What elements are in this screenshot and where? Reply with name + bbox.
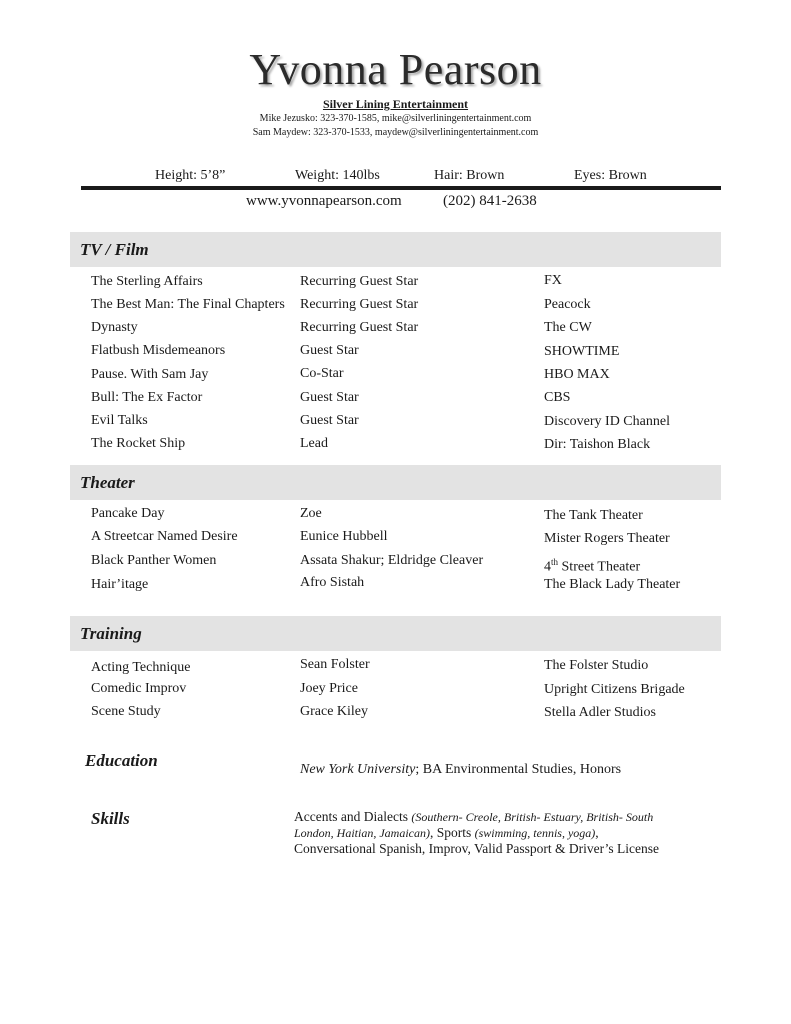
credit-role: Co-Star <box>300 366 344 381</box>
credit-role: Assata Shakur; Eldridge Cleaver <box>300 553 484 568</box>
credit-title: A Streetcar Named Desire <box>91 529 238 544</box>
education-school: New York University <box>300 762 416 777</box>
tv-film-section-band <box>70 232 721 267</box>
credit-network: SHOWTIME <box>544 344 620 359</box>
skill-other: , Conversational Spanish, Improv, Valid Passport & Driver’s License <box>294 825 659 856</box>
credit-network: FX <box>544 273 562 288</box>
agent-contact-2: Sam Maydew: 323-370-1533, maydew@silverliningentertainment.com <box>252 127 539 138</box>
actor-name: Yvonna Pearson <box>249 45 542 94</box>
website-link[interactable]: www.yvonnapearson.com <box>246 193 402 209</box>
skill-accents-label: Accents and Dialects <box>294 809 412 824</box>
credit-title: Black Panther Women <box>91 553 217 568</box>
training-section-title: Training <box>80 624 142 643</box>
education-section-title: Education <box>85 751 158 770</box>
credit-network: HBO MAX <box>544 367 610 382</box>
training-studio: The Folster Studio <box>544 658 649 673</box>
phone-number: (202) 841-2638 <box>443 193 537 209</box>
credit-role: Recurring Guest Star <box>300 297 419 312</box>
tv-film-section-title: TV / Film <box>80 240 149 259</box>
venue-ordinal-suffix: th <box>551 557 559 567</box>
education-degree: ; BA Environmental Studies, Honors <box>415 762 622 777</box>
stat-weight: Weight: 140lbs <box>295 168 380 183</box>
credit-role: Recurring Guest Star <box>300 320 419 335</box>
venue-name: Street Theater <box>558 559 641 575</box>
training-studio: Upright Citizens Brigade <box>544 682 685 697</box>
training-subject: Scene Study <box>91 704 161 719</box>
training-studio: Stella Adler Studios <box>544 705 656 720</box>
credit-title: Hair’itage <box>91 577 149 592</box>
credit-venue: The Black Lady Theater <box>544 577 681 592</box>
credit-network: The CW <box>544 320 592 335</box>
credit-title: The Rocket Ship <box>91 436 186 451</box>
credit-role: Guest Star <box>300 343 359 358</box>
credit-title: Evil Talks <box>91 413 148 428</box>
credit-role: Zoe <box>300 506 322 521</box>
credit-role: Guest Star <box>300 390 359 405</box>
skill-accents-detail: (Southern- Creole, British- Estuary, British- South London, Haitian, Jamaican) <box>294 810 654 840</box>
credit-title: Pause. With Sam Jay <box>91 367 209 382</box>
credit-title: Dynasty <box>91 320 138 335</box>
header-divider <box>81 186 721 190</box>
credit-title: The Best Man: The Final Chapters <box>91 297 285 312</box>
training-section-band <box>70 616 721 651</box>
credit-network: CBS <box>544 390 571 405</box>
theater-section-title: Theater <box>80 473 135 492</box>
credit-role: Afro Sistah <box>300 575 365 590</box>
skill-sports-label: , Sports <box>430 825 475 840</box>
stat-eyes: Eyes: Brown <box>574 168 647 183</box>
credit-title: Pancake Day <box>91 506 165 521</box>
agent-contact-1: Mike Jezusko: 323-370-1585, mike@silverliningentertainment.com <box>259 113 532 124</box>
credit-network: Dir: Taishon Black <box>544 437 651 452</box>
training-teacher: Joey Price <box>300 681 358 696</box>
credit-venue: The Tank Theater <box>544 508 643 523</box>
education-entry <box>300 762 621 778</box>
training-teacher: Sean Folster <box>300 657 370 672</box>
skills-section-title: Skills <box>91 809 130 828</box>
training-subject: Acting Technique <box>91 660 191 675</box>
credit-venue: Mister Rogers Theater <box>544 531 670 546</box>
stat-height: Height: 5’8” <box>155 168 226 183</box>
skills-text <box>294 809 674 857</box>
credit-role: Eunice Hubbell <box>300 529 388 544</box>
credit-network: Peacock <box>544 297 591 312</box>
credit-role: Lead <box>300 436 328 451</box>
venue-number: 4 <box>544 559 551 575</box>
credit-title: Flatbush Misdemeanors <box>91 343 226 358</box>
theater-section-band <box>70 465 721 500</box>
credit-title: Bull: The Ex Factor <box>91 390 203 405</box>
skill-sports-detail: (swimming, tennis, yoga) <box>474 826 596 840</box>
training-subject: Comedic Improv <box>91 681 187 696</box>
agency-name: Silver Lining Entertainment <box>322 97 469 111</box>
credit-venue <box>544 553 640 577</box>
credit-title: The Sterling Affairs <box>91 274 203 289</box>
training-teacher: Grace Kiley <box>300 704 369 719</box>
credit-network: Discovery ID Channel <box>544 414 670 429</box>
credit-role: Recurring Guest Star <box>300 274 419 289</box>
credit-role: Guest Star <box>300 413 359 428</box>
stat-hair: Hair: Brown <box>434 168 505 183</box>
